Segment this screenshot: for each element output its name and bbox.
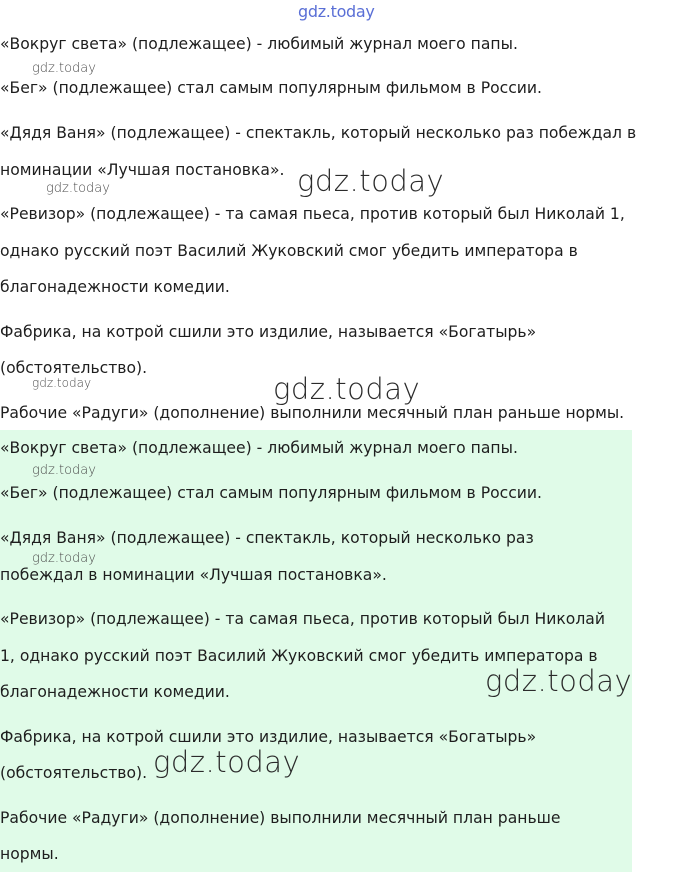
text-line: «Ревизор» (подлежащее) - та самая пьеса, против который был Николай 1, [0, 205, 625, 223]
text-line: «Ревизор» (подлежащее) - та самая пьеса, против который был Николай [0, 610, 605, 628]
watermark: gdz.today [32, 61, 96, 76]
text-line: благонадежности комедии. [0, 278, 230, 296]
text-line: Рабочие «Радуги» (дополнение) выполнили месячный план раньше нормы. [0, 403, 625, 422]
paragraph [0, 26, 680, 62]
text-line: Фабрика, на котрой сшили это издилие, называется «Богатырь» [0, 727, 537, 746]
text-line: «Дядя Ваня» (подлежащее) - спектакль, который несколько раз [0, 529, 534, 547]
text-line: побеждал в номинации «Лучшая постановка». [0, 565, 387, 584]
text-line: «Вокруг света» (подлежащее) - любимый журнал моего папы. [0, 35, 518, 53]
text-line: «Вокруг света» (подлежащее) - любимый журнал моего папы. [0, 439, 518, 457]
watermark: gdz.today [32, 463, 96, 478]
text-line: благонадежности комедии. [0, 683, 230, 701]
top-watermark: gdz.today [298, 2, 375, 21]
text-line: Рабочие «Радуги» (дополнение) выполнили месячный план раньше [0, 808, 561, 827]
paragraph [0, 430, 632, 466]
watermark: gdz.today [273, 372, 421, 406]
text-block-highlighted [0, 430, 632, 872]
watermark: gdz.today [32, 551, 96, 566]
watermark: gdz.today [297, 164, 445, 198]
paragraph [0, 196, 680, 306]
text-line: номинации «Лучшая постановка». [0, 160, 285, 179]
text-line: однако русский поэт Василий Жуковский смог убедить императора в [0, 241, 578, 260]
text-line: Фабрика, на котрой сшили это издилие, называется «Богатырь» [0, 322, 537, 341]
text-line: «Бег» (подлежащее) стал самым популярным фильмом в России. [0, 484, 543, 502]
text-line: «Бег» (подлежащее) стал самым популярным фильмом в России. [0, 79, 543, 97]
text-line: (обстоятельство). [0, 764, 148, 782]
paragraph [0, 800, 632, 873]
watermark: gdz.today [485, 664, 633, 698]
text-line: нормы. [0, 845, 59, 863]
paragraph [0, 719, 632, 792]
text-line: (обстоятельство). [0, 359, 148, 377]
paragraph [0, 70, 680, 106]
watermark: gdz.today [153, 745, 301, 779]
watermark: gdz.today [32, 376, 92, 390]
watermark: gdz.today [46, 181, 110, 196]
text-line: 1, однако русский поэт Василий Жуковский смог убедить императора в [0, 646, 598, 665]
paragraph [0, 475, 632, 511]
text-line: «Дядя Ваня» (подлежащее) - спектакль, который несколько раз побеждал в [0, 124, 637, 142]
